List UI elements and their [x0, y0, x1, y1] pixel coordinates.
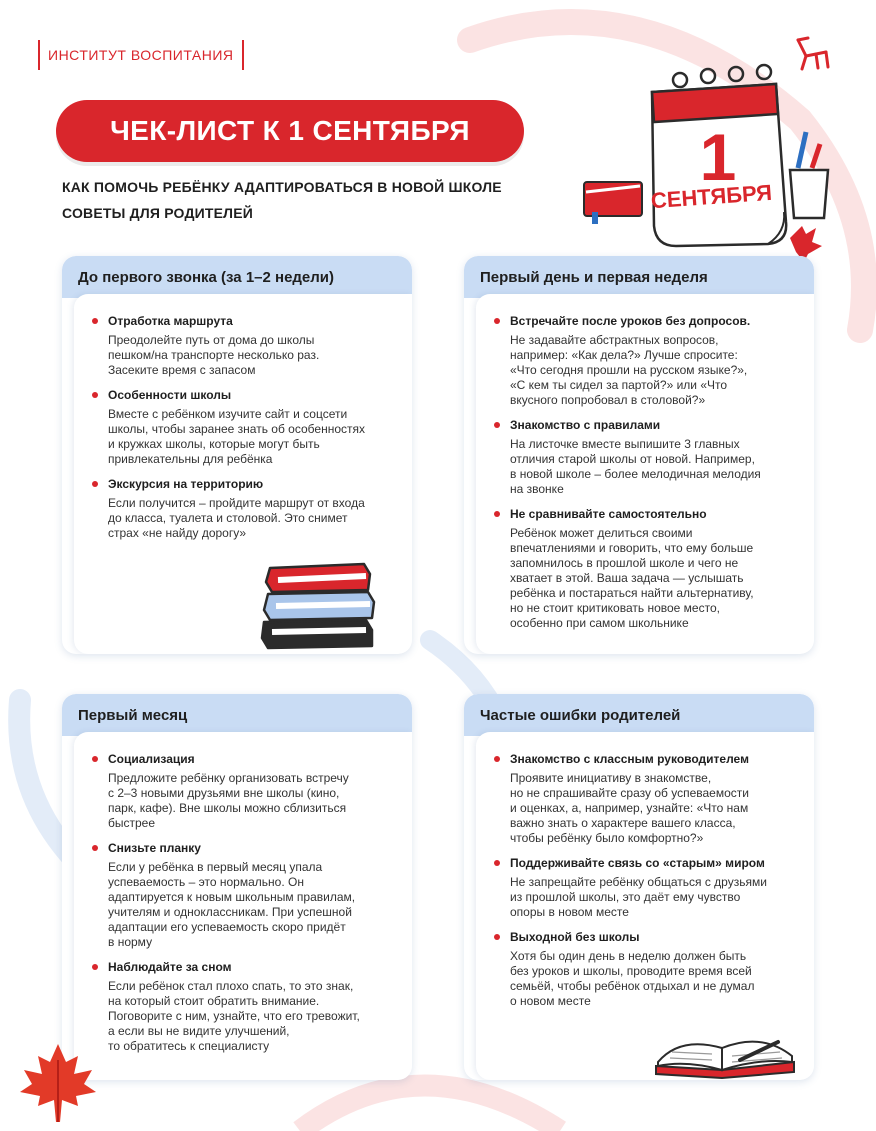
section-heading: До первого звонка (за 1–2 недели) [62, 256, 412, 298]
page-subtitle [62, 174, 582, 226]
maple-leaf-icon [16, 1040, 100, 1126]
bullet-icon [494, 756, 500, 762]
list-item [494, 314, 800, 408]
list-item [92, 388, 398, 467]
list-item [494, 418, 800, 497]
section-card-first-month [62, 694, 412, 1080]
bullet-icon [494, 318, 500, 324]
item-title: Знакомство с классным руководителем [510, 752, 749, 766]
list-item [494, 507, 800, 631]
bullet-icon [92, 964, 98, 970]
bullet-icon [92, 845, 98, 851]
bullet-icon [494, 422, 500, 428]
item-text: Если ребёнок стал плохо спать, то это знак, на который стоит обратить внимание. Поговорите с ним, узнайте, что его тревожит, а если вы не видите улучшений, то обратитесь к специалисту [108, 979, 360, 1053]
item-title: Экскурсия на территорию [108, 477, 264, 491]
list-item [494, 856, 800, 920]
item-text: Если получится – пройдите маршрут от входа до класса, туалета и столовой. Это снимет страх «не найду дорогу» [108, 496, 365, 540]
section-body [476, 294, 814, 654]
subtitle-line-1: КАК ПОМОЧЬ РЕБЁНКУ АДАПТИРОВАТЬСЯ В НОВОЙ ШКОЛЕ [62, 179, 502, 195]
pencil-cup-icon [790, 132, 828, 218]
item-title: Выходной без школы [510, 930, 640, 944]
section-heading: Первый месяц [62, 694, 412, 736]
bullet-icon [92, 756, 98, 762]
calendar-illustration [580, 62, 840, 272]
item-text: Хотя бы один день в неделю должен быть без уроков и школы, проводите время всей семьёй, чтобы ребёнок отдыхал и не думал о новом месте [510, 949, 755, 1008]
item-title: Не сравнивайте самостоятельно [510, 507, 707, 521]
book-stack-icon [256, 560, 382, 656]
page-title [56, 100, 524, 162]
bullet-icon [494, 934, 500, 940]
item-title: Встречайте после уроков без допросов. [510, 314, 751, 328]
calendar-month: СЕНТЯБРЯ [650, 179, 773, 214]
brand-divider-right [242, 40, 244, 70]
list-item [92, 752, 398, 831]
item-text: Ребёнок может делиться своими впечатлениями и говорить, что ему больше запомнилось в прошлой школе и чего не хватает в этой. Ваша задача — услышать ребёнка и постараться найти альтернативу, но не стоит критиковать новое место, особенно при самом школьнике [510, 526, 754, 630]
section-body [74, 732, 412, 1080]
list-item [92, 841, 398, 950]
item-text: Не задавайте абстрактных вопросов, например: «Как дела?» Лучше спросите: «Что сегодня прошли на русском языке?», «С кем ты сидел за партой?» или «Что вкусного попробовал в столовой?» [510, 333, 748, 407]
subtitle-line-2: СОВЕТЫ ДЛЯ РОДИТЕЛЕЙ [62, 205, 254, 221]
brand-name: ИНСТИТУТ ВОСПИТАНИЯ [48, 47, 234, 63]
item-text: Предложите ребёнку организовать встречу с 2–3 новыми друзьями вне школы (кино, парк, кафе). Вне школы можно сблизиться быстрее [108, 771, 349, 830]
list-item [92, 477, 398, 541]
page-title-text: ЧЕК-ЛИСТ К 1 СЕНТЯБРЯ [110, 115, 470, 146]
bullet-icon [494, 860, 500, 866]
section-heading: Частые ошибки родителей [464, 694, 814, 736]
bullet-icon [92, 481, 98, 487]
section-card-first-day-week [464, 256, 814, 654]
item-text: Если у ребёнка в первый месяц упала успеваемость – это нормально. Он адаптируется к новым школьным правилам, учителям и одноклассникам. При успешной адаптации его успеваемость скоро придёт в норму [108, 860, 356, 949]
section-heading: Первый день и первая неделя [464, 256, 814, 298]
item-text: Преодолейте путь от дома до школы пешком/на транспорте несколько раз. Засеките время с запасом [108, 333, 320, 377]
item-text: Вместе с ребёнком изучите сайт и соцсети школы, чтобы заранее знать об особенностях и кружках школы, которые могут быть привлекательны для ребёнка [108, 407, 365, 466]
item-title: Отработка маршрута [108, 314, 233, 328]
item-title: Знакомство с правилами [510, 418, 661, 432]
item-text: Не запрещайте ребёнку общаться с друзьями из прошлой школы, это даёт ему чувство опоры в новом месте [510, 875, 767, 919]
list-item [494, 752, 800, 846]
calendar-day: 1 [699, 120, 737, 194]
list-item [92, 314, 398, 378]
item-title: Поддерживайте связь со «старым» миром [510, 856, 765, 870]
bullet-icon [92, 318, 98, 324]
bullet-icon [494, 511, 500, 517]
brand [38, 40, 244, 70]
item-text: Проявите инициативу в знакомстве, но не спрашивайте сразу об успеваемости и оценках, а, например, узнайте: «Что нам важно знать о характере вашего класса, чтобы ребёнку было комфортно?» [510, 771, 749, 845]
open-notebook-icon [650, 1022, 800, 1080]
bullet-icon [92, 392, 98, 398]
list-item [92, 960, 398, 1054]
red-book-icon [584, 182, 642, 224]
item-title: Наблюдайте за сном [108, 960, 232, 974]
item-text: На листочке вместе выпишите 3 главных отличия старой школы от новой. Например, в новой школе – более мелодичная мелодия на звонке [510, 437, 761, 496]
item-title: Снизьте планку [108, 841, 201, 855]
item-title: Социализация [108, 752, 195, 766]
item-title: Особенности школы [108, 388, 232, 402]
list-item [494, 930, 800, 1009]
